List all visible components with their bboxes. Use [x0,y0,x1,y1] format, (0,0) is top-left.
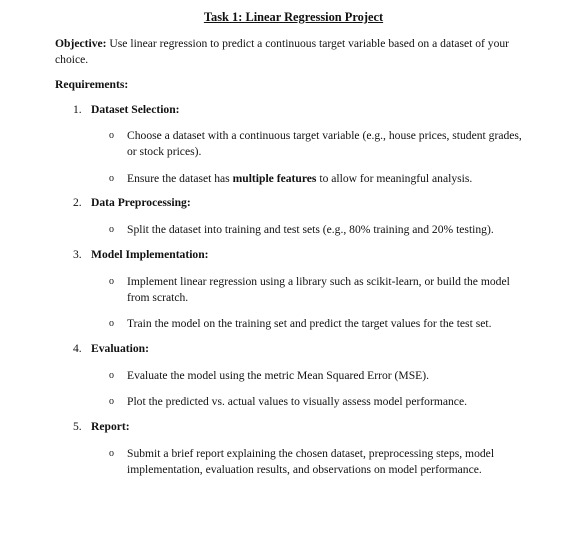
section-title: Data Preprocessing: [91,196,191,209]
bullet-icon: o [109,318,114,329]
section-heading-dataset-selection [73,103,180,116]
list-item [109,394,529,410]
list-item-text: Plot the predicted vs. actual values to visually assess model performance. [127,395,467,408]
list-item-text: Train the model on the training set and predict the target values for the test set. [127,317,492,330]
list-item [109,316,529,332]
bullet-icon: o [109,396,114,407]
bullet-icon: o [109,276,114,287]
section-number: 5. [73,420,82,433]
bullet-icon: o [109,448,114,459]
section-number: 1. [73,103,82,116]
section-heading-data-preprocessing [73,196,191,209]
objective-paragraph [55,36,525,68]
section-title: Report: [91,420,130,433]
section-title: Dataset Selection: [91,103,180,116]
list-item-text: Evaluate the model using the metric Mean Squared Error (MSE). [127,369,429,382]
section-title: Evaluation: [91,342,149,355]
list-item [109,222,529,238]
list-item-text-part: to allow for meaningful analysis. [316,172,473,185]
section-heading-report [73,420,130,433]
section-number: 4. [73,342,82,355]
list-item [109,128,529,160]
bullet-icon: o [109,224,114,235]
list-item [109,171,529,187]
list-item-text: Submit a brief report explaining the chosen dataset, preprocessing steps, model implementation, evaluation results, and observations on model performance. [127,447,495,476]
list-item-bold-text: multiple features [232,172,317,185]
section-number: 2. [73,196,82,209]
bullet-icon: o [109,173,114,184]
section-heading-model-implementation [73,248,209,261]
objective-text: Use linear regression to predict a continuous target variable based on a dataset of your choice. [55,37,510,66]
document-title: Task 1: Linear Regression Project [203,10,384,24]
list-item [109,446,529,478]
list-item-text: Split the dataset into training and test sets (e.g., 80% training and 20% testing). [127,223,494,236]
list-item [109,274,529,306]
requirements-heading: Requirements: [55,78,129,91]
list-item [109,368,529,384]
section-heading-evaluation [73,342,149,355]
bullet-icon: o [109,130,114,141]
bullet-icon: o [109,370,114,381]
list-item-text [127,171,529,187]
list-item-text-part: Ensure the dataset has [127,172,233,185]
section-title: Model Implementation: [91,248,209,261]
list-item-text: Implement linear regression using a library such as scikit-learn, or build the model from scratch. [127,275,510,304]
list-item-text: Choose a dataset with a continuous target variable (e.g., house prices, student grades, or stock prices). [127,129,522,158]
objective-label: Objective: [55,37,107,50]
section-number: 3. [73,248,82,261]
